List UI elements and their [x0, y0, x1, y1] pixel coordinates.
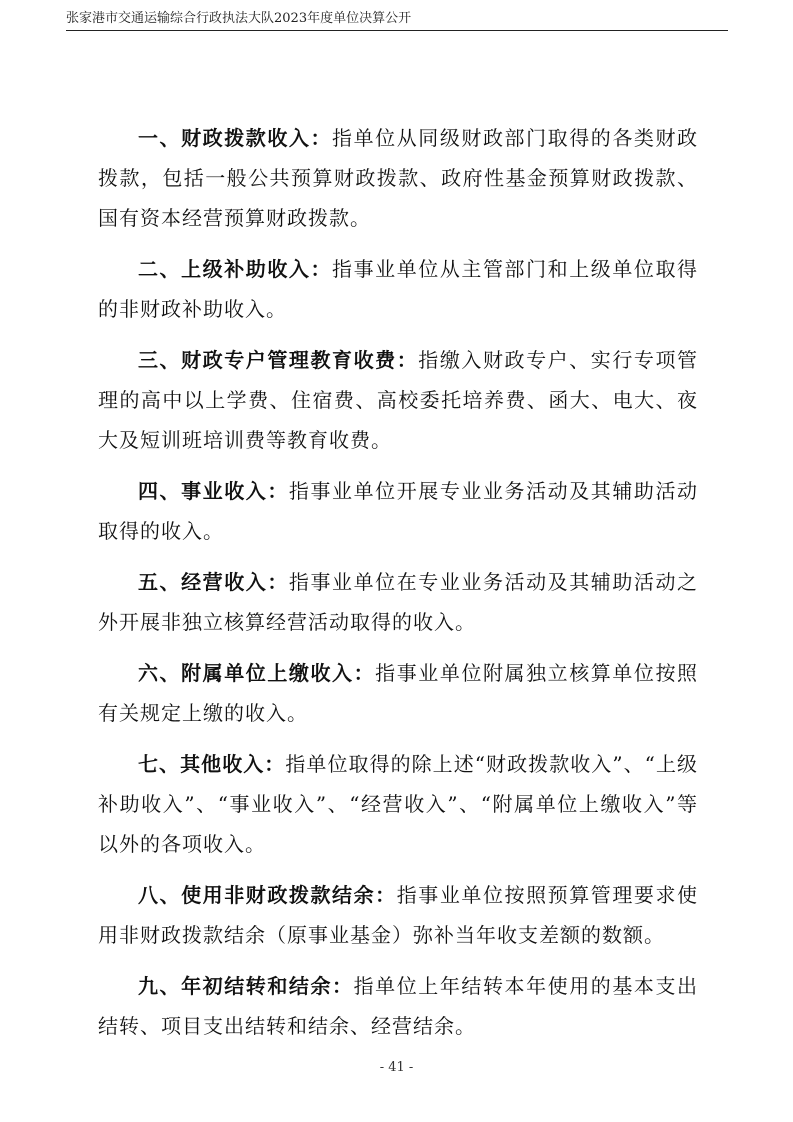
definition-term: 七、其他收入：: [138, 752, 286, 776]
definition-paragraph: [98, 744, 698, 864]
definition-paragraph: [98, 966, 698, 1046]
definition-term: 六、附属单位上缴收入：: [138, 661, 376, 685]
definition-paragraph: [98, 340, 698, 460]
definition-text: 指缴入财政专户、实行专项管理的高中以上学费、住宿费、高校委托培养费、函大、电大、夜大及短训班培训费等教育收费。: [98, 348, 699, 452]
definition-text: 指单位上年结转本年使用的基本支出结转、项目支出结转和结余、经营结余。: [98, 974, 699, 1038]
definition-text: 指事业单位开展专业业务活动及其辅助活动取得的收入。: [98, 479, 699, 543]
header-title: 张家港市交通运输综合行政执法大队2023年度单位决算公开: [66, 11, 412, 26]
definition-paragraph: [98, 875, 698, 955]
definition-paragraph: [98, 562, 698, 642]
definition-text: 指单位取得的除上述“财政拨款收入”、“上级补助收入”、“事业收入”、“经营收入”、“附属单位上缴收入”等以外的各项收入。: [98, 752, 698, 856]
definition-text: 指事业单位从主管部门和上级单位取得的非财政补助收入。: [98, 257, 699, 321]
definition-term: 五、经营收入：: [138, 570, 289, 594]
definition-term: 八、使用非财政拨款结余：: [138, 883, 397, 907]
definition-text: 指事业单位按照预算管理要求使用非财政拨款结余（原事业基金）弥补当年收支差额的数额。: [98, 883, 699, 947]
definition-paragraph: [98, 118, 698, 238]
definition-text: 指事业单位在专业业务活动及其辅助活动之外开展非独立核算经营活动取得的收入。: [98, 570, 699, 634]
definition-paragraph: [98, 249, 698, 329]
definition-paragraph: [98, 653, 698, 733]
definition-term: 一、财政拨款收入：: [138, 126, 333, 150]
definition-paragraph: [98, 471, 698, 551]
definition-term: 三、财政专户管理教育收费：: [138, 348, 419, 372]
definition-text: 指单位从同级财政部门取得的各类财政拨款，包括一般公共预算财政拨款、政府性基金预算财政拨款、国有资本经营预算财政拨款。: [98, 126, 699, 230]
definition-term: 九、年初结转和结余：: [138, 974, 354, 998]
definition-text: 指事业单位附属独立核算单位按照有关规定上缴的收入。: [98, 661, 699, 725]
page-header: [66, 10, 728, 31]
definition-term: 二、上级补助收入：: [138, 257, 333, 281]
page-number: - 41 -: [379, 1060, 414, 1075]
document-body: [98, 118, 698, 1057]
definition-term: 四、事业收入：: [138, 479, 289, 503]
